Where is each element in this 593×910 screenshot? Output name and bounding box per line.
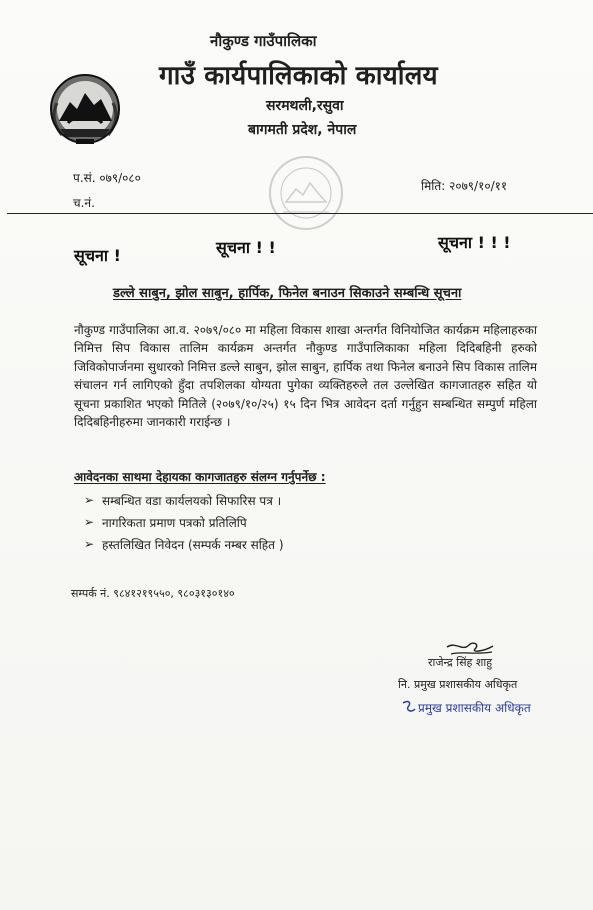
list-item bbox=[84, 511, 384, 533]
office-stamp-icon bbox=[263, 150, 349, 236]
subject-line: डल्ले साबुन, झोल साबुन, हार्पिक, फिनेल बनाउन सिकाउने सम्बन्धि सूचना bbox=[113, 286, 462, 301]
office-title: गाउँ कार्यपालिकाको कार्यालय bbox=[159, 61, 438, 91]
province-name: बागमती प्रदेश, नेपाल bbox=[248, 122, 357, 138]
requirements-heading: आवेदनका साथमा देहायका कागजातहरु संलग्न गर्नुपर्नेछ : bbox=[74, 470, 326, 484]
office-address: सरमथली,रसुवा bbox=[266, 98, 344, 114]
notice-heading-2: सूचना ! ! bbox=[216, 238, 276, 257]
requirements-list bbox=[84, 489, 384, 555]
requirement-text: नागरिकता प्रमाण पत्रको प्रतिलिपि bbox=[102, 515, 247, 530]
arrow-bullet-icon: ➢ bbox=[84, 515, 95, 529]
arrow-bullet-icon: ➢ bbox=[84, 493, 95, 507]
requirement-text: सम्बन्धित वडा कार्यलयको सिफारिस पत्र । bbox=[102, 493, 282, 508]
requirement-text: हस्तलिखित निवेदन (सम्पर्क नम्बर सहित ) bbox=[102, 537, 284, 552]
header-divider bbox=[7, 213, 593, 214]
notice-body: नौकुण्ड गाउँपालिका आ.व. २०७९/०८० मा महिला विकास शाखा अन्तर्गत विनियोजित कार्यक्रम महिलाहरुका निमित्त सिप विकास तालिम कार्यक्रम अन्तर्गत नौकुण्ड गाउँपालिकाका महिला दिदिबहिनी हरुको जिविकोपार्जनमा सुधारको निमित्त डल्ले साबुन, झोल साबुन, हार्पिक तथा फिनेल बनाउने सिप विकास तालिम संचालन गर्न लागिएको हुँदा तपशिलका योग्यता पुगेका व्यक्तिहरुले तल उल्लेखित कागजातहरु सहित यो सूचना प्रकाशित भएको मितिले (२०७९/१०/२५) १५ दिन भित्र आवेदन दर्ता गर्नुहुन सम्बन्धित सम्पुर्ण महिला दिदिबहिनीहरुमा जानकारी गराईन्छ । bbox=[74, 323, 537, 430]
list-item bbox=[84, 489, 384, 511]
municipality-name: नौकुण्ड गाउँपालिका bbox=[210, 32, 317, 50]
list-item bbox=[84, 533, 384, 555]
notice-heading-3: सूचना ! ! ! bbox=[438, 233, 511, 252]
notice-heading-1: सूचना ! bbox=[74, 246, 121, 265]
contact-numbers: सम्पर्क नं. ९८४१२१९५५०, ९८०३१३०१४० bbox=[71, 587, 235, 600]
date-line: मिति: २०७९/१०/११ bbox=[421, 179, 508, 193]
nepal-emblem-icon bbox=[46, 70, 124, 152]
reference-number: प.सं. ०७९/०८० bbox=[73, 171, 141, 185]
signatory-title: नि. प्रमुख प्रशासकीय अधिकृत bbox=[398, 678, 518, 691]
chalani-number: च.नं. bbox=[73, 196, 95, 210]
seal-text: प्रमुख प्रशासकीय अधिकृत bbox=[418, 701, 531, 715]
arrow-bullet-icon: ➢ bbox=[84, 537, 95, 551]
signatory-name: राजेन्द्र सिंह शाहु bbox=[428, 656, 493, 669]
seal-initial-icon bbox=[401, 699, 417, 717]
